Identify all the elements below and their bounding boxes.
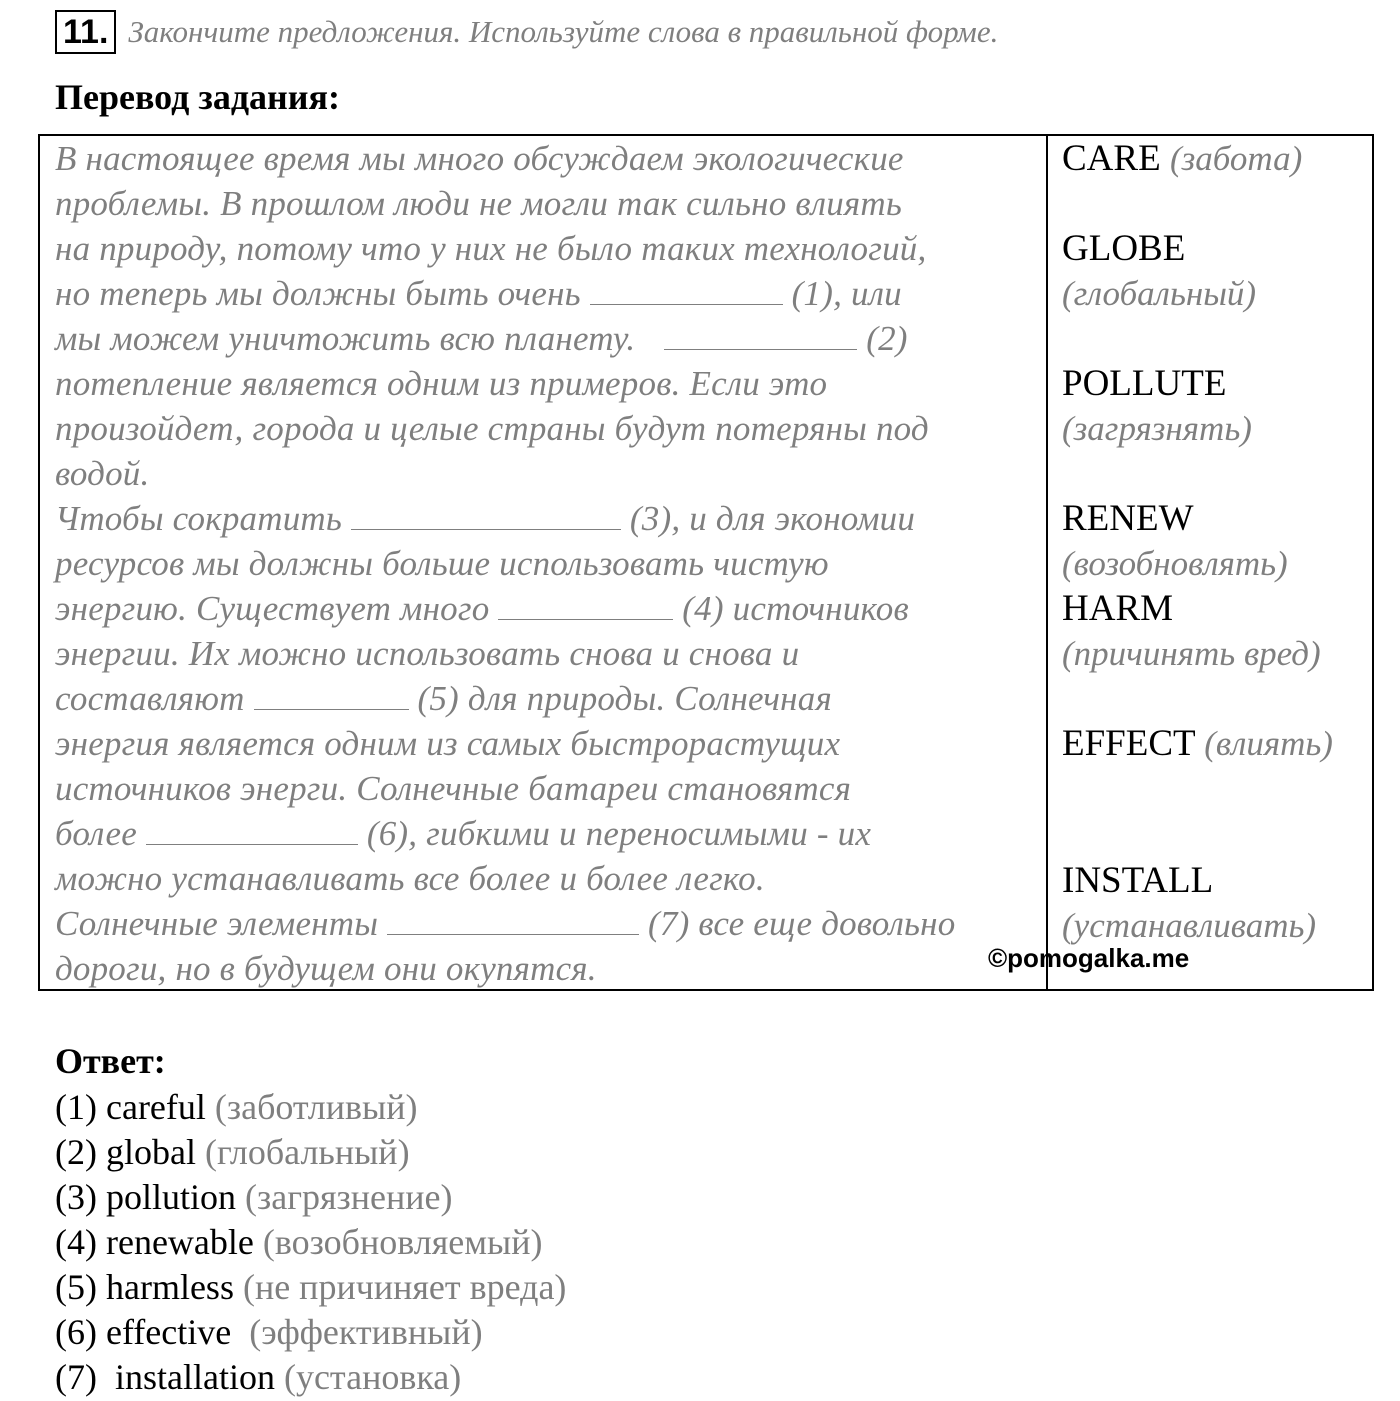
word-entry-pollute: POLLUTE (загрязнять) bbox=[1062, 363, 1252, 448]
passage-line: В настоящее время мы много обсуждаем экологические bbox=[55, 139, 904, 178]
task-header bbox=[55, 8, 998, 56]
passage-line: ресурсов мы должны больше использовать чистую bbox=[55, 544, 829, 583]
passage-line: энергия является одним из самых быстрорастущих bbox=[55, 724, 841, 763]
translation-title: Перевод задания: bbox=[55, 77, 340, 117]
passage-line: энергии. Их можно использовать снова и снова и bbox=[55, 634, 800, 673]
answer-item: (7) installation (установка) bbox=[55, 1357, 462, 1397]
passage-line: произойдет, города и целые страны будут потеряны под bbox=[55, 409, 929, 448]
passage-line: более (6), гибкими и переносимыми - их bbox=[55, 814, 872, 853]
task-table bbox=[38, 134, 1374, 991]
word-entry-care: CARE (забота) bbox=[1062, 138, 1303, 179]
answer-item: (1) careful (заботливый) bbox=[55, 1087, 418, 1127]
word-entry-harm: HARM (причинять вред) bbox=[1062, 588, 1321, 673]
passage-line: энергию. Существует много (4) источников bbox=[55, 589, 909, 628]
answer-blank-5 bbox=[254, 679, 409, 710]
answer-blank-2 bbox=[664, 319, 857, 350]
answer-blank-6 bbox=[146, 814, 358, 845]
passage-line: можно устанавливать все более и более легко. bbox=[55, 859, 765, 898]
passage-text bbox=[55, 136, 1040, 991]
answer-item: (4) renewable (возобновляемый) bbox=[55, 1222, 543, 1262]
word-entry-globe: GLOBE (глобальный) bbox=[1062, 228, 1257, 313]
word-entry-renew: RENEW (возобновлять) bbox=[1062, 498, 1288, 583]
answer-list bbox=[55, 1085, 566, 1400]
passage-line: но теперь мы должны быть очень (1), или bbox=[55, 274, 902, 313]
answer-blank-7 bbox=[387, 904, 639, 935]
passage-line: на природу, потому что у них не было таких технологий, bbox=[55, 229, 927, 268]
watermark: ©pomogalka.me bbox=[988, 943, 1190, 973]
passage-line: составляют (5) для природы. Солнечная bbox=[55, 679, 832, 718]
word-entry-install: INSTALL (устанавливать) bbox=[1062, 860, 1317, 945]
passage-line: водой. bbox=[55, 454, 150, 493]
answer-item: (6) effective (эффективный) bbox=[55, 1312, 483, 1352]
passage-line: Чтобы сократить (3), и для экономии bbox=[55, 499, 916, 538]
passage-line: Солнечные элементы (7) все еще довольно bbox=[55, 904, 956, 943]
passage-line: мы можем уничтожить всю планету. (2) bbox=[55, 319, 908, 358]
passage-line: дороги, но в будущем они окупятся. bbox=[55, 949, 597, 988]
passage-line: проблемы. В прошлом люди не могли так сильно влиять bbox=[55, 184, 902, 223]
answer-blank-4 bbox=[498, 589, 673, 620]
answer-item: (5) harmless (не причиняет вреда) bbox=[55, 1267, 567, 1307]
passage-line: потепление является одним из примеров. Если это bbox=[55, 364, 828, 403]
passage-line: источников энерги. Солнечные батареи становятся bbox=[55, 769, 852, 808]
task-number: 11. bbox=[55, 10, 116, 54]
answer-blank-3 bbox=[351, 499, 621, 530]
table-divider bbox=[1046, 136, 1048, 989]
task-instruction: Закончите предложения. Используйте слова в правильной форме. bbox=[128, 14, 999, 49]
answer-blank-1 bbox=[590, 274, 783, 305]
word-entry-effect: EFFECT (влиять) bbox=[1062, 723, 1333, 764]
answer-item: (3) pollution (загрязнение) bbox=[55, 1177, 453, 1217]
answer-title: Ответ: bbox=[55, 1041, 166, 1081]
answer-item: (2) global (глобальный) bbox=[55, 1132, 410, 1172]
